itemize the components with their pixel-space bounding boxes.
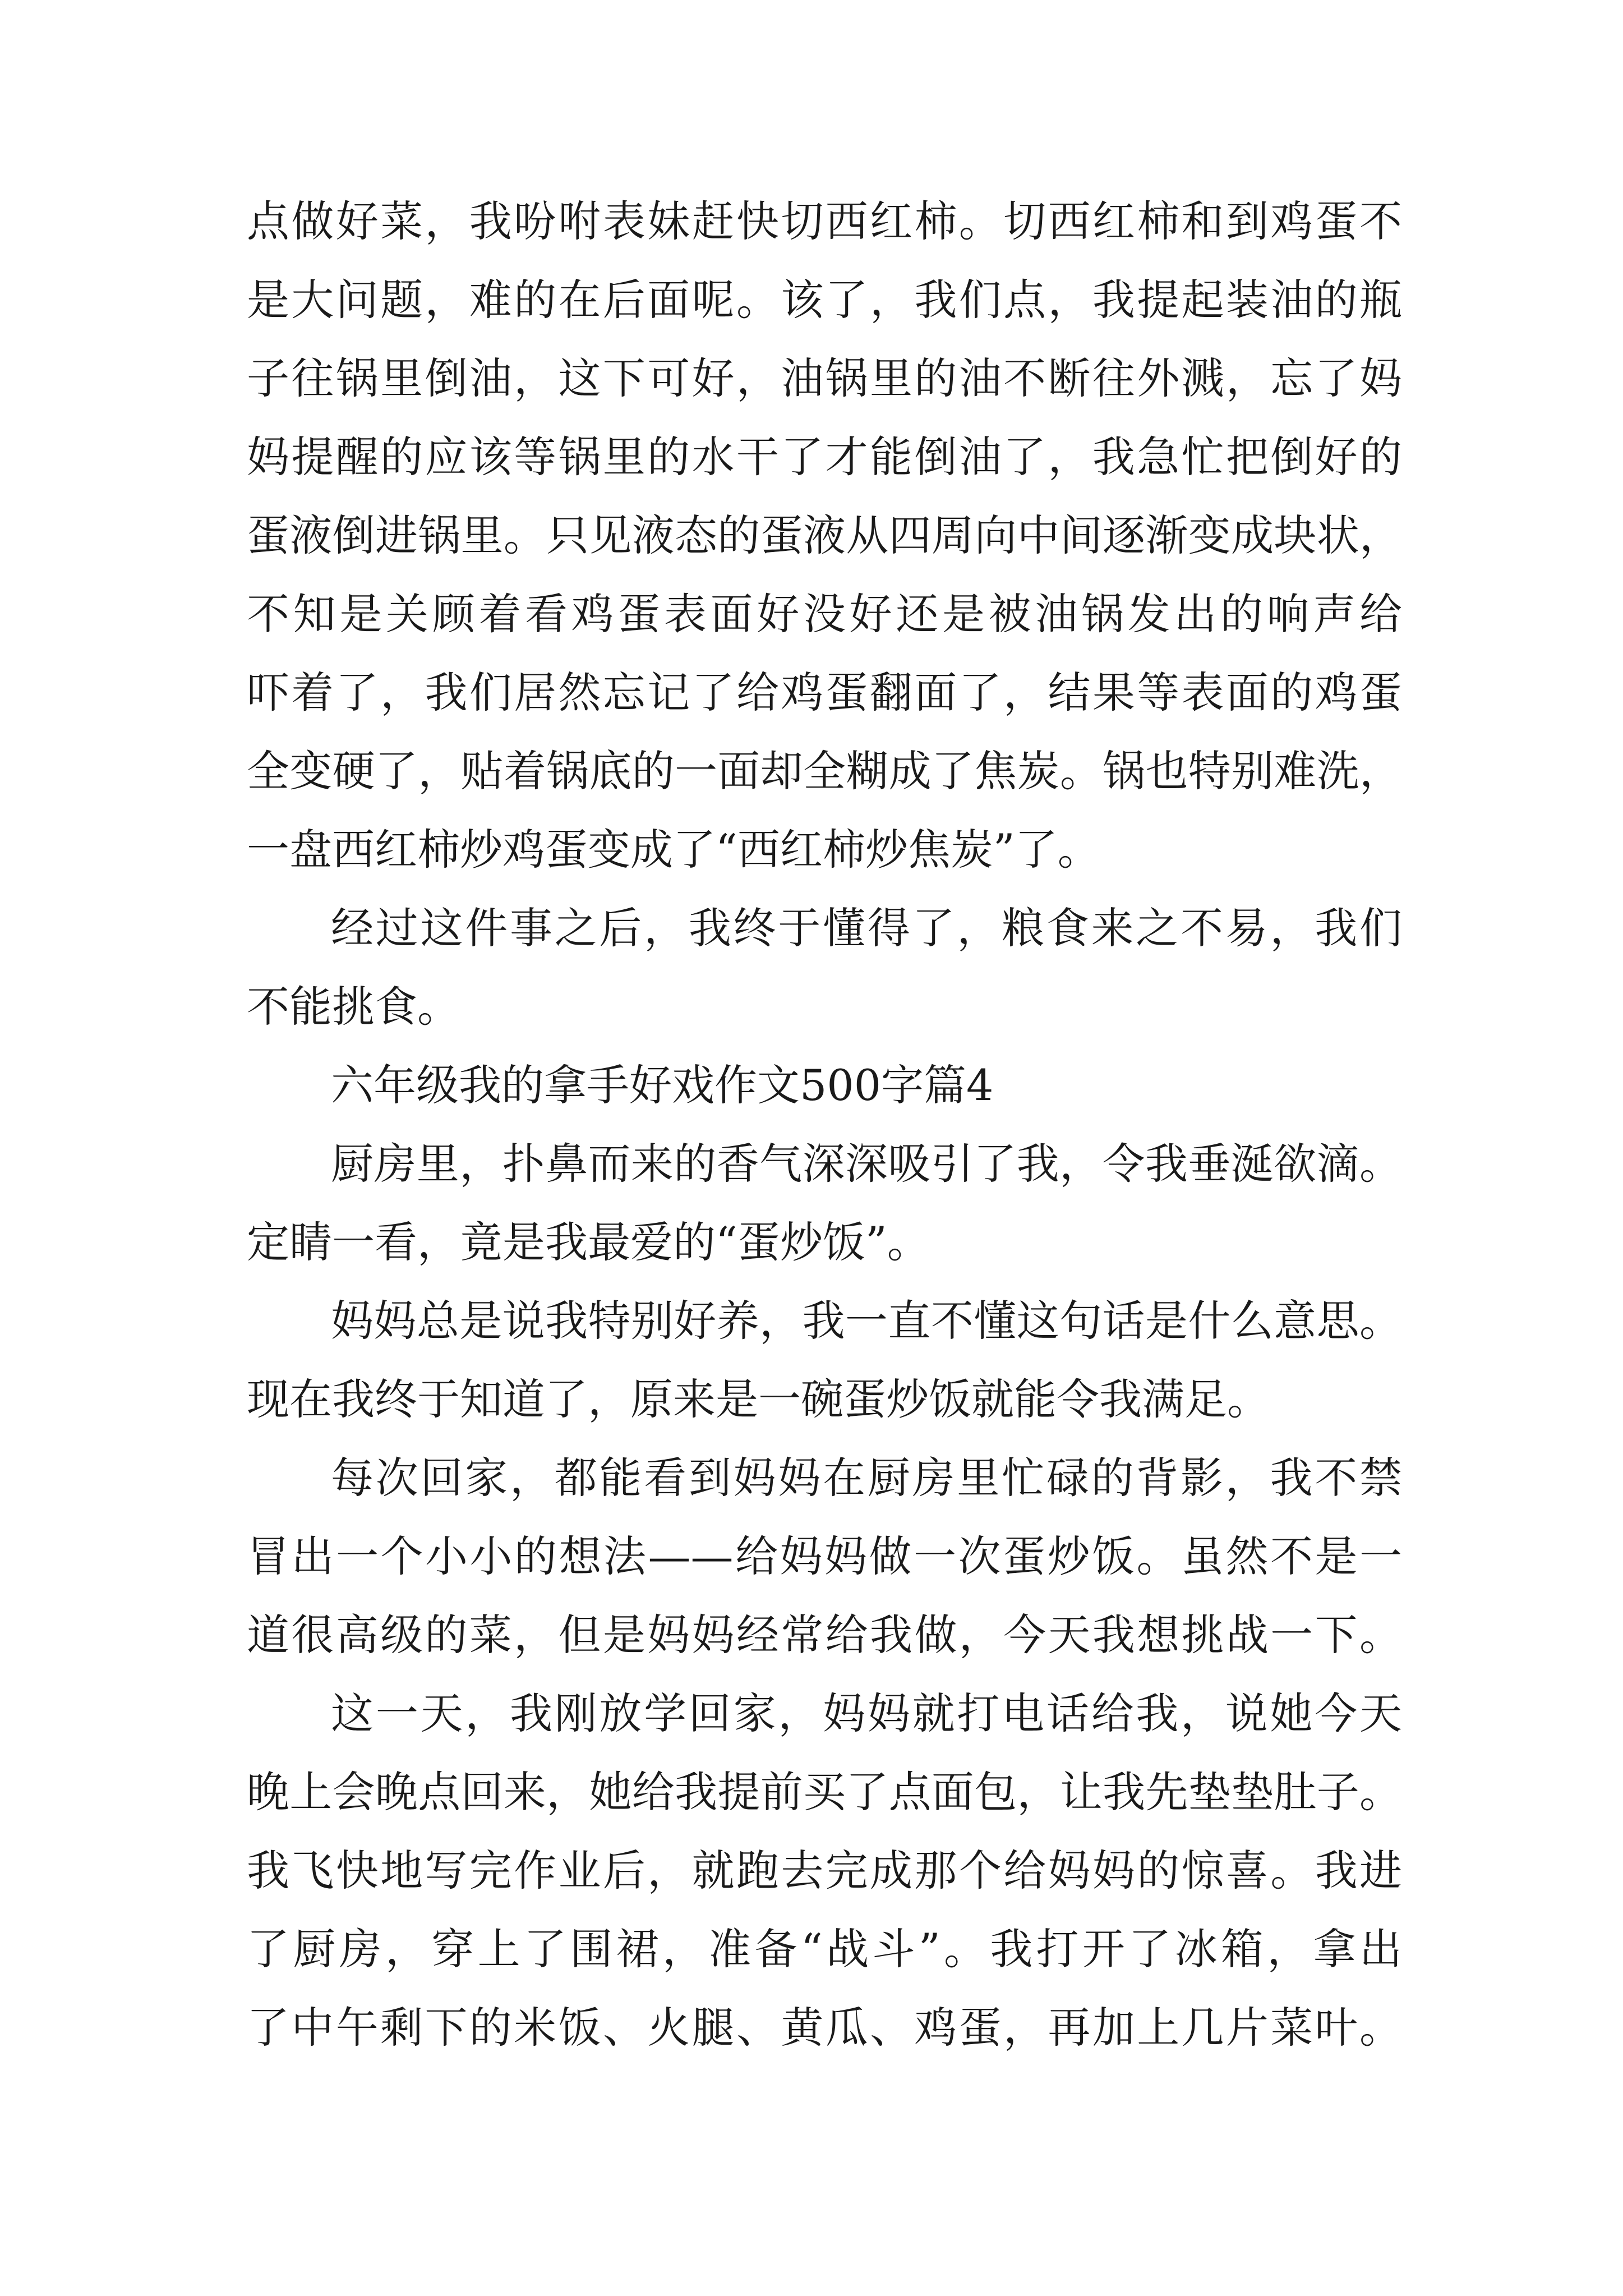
- text-line: 一盘西红柿炒鸡蛋变成了“西红柿炒焦炭”了。: [247, 825, 1100, 875]
- text-line: 这一天，我刚放学回家，妈妈就打电话给我，说她今天: [331, 1688, 1402, 1738]
- text-line: 点做好菜，我吩咐表妹赶快切西红柿。切西红柿和到鸡蛋不: [247, 196, 1402, 246]
- text-line: 妈提醒的应该等锅里的水干了才能倒油了，我急忙把倒好的: [247, 432, 1402, 482]
- text-line: 是大问题，难的在后面呢。该了，我们点，我提起装油的瓶: [247, 275, 1402, 325]
- text-line: 不能挑食。: [247, 982, 460, 1032]
- text-line: 经过这件事之后，我终于懂得了，粮食来之不易，我们: [331, 903, 1402, 953]
- text-line: 吓着了，我们居然忘记了给鸡蛋翻面了，结果等表面的鸡蛋: [247, 668, 1402, 717]
- text-line: 我飞快地写完作业后，就跑去完成那个给妈妈的惊喜。我进: [247, 1846, 1402, 1895]
- text-line: 子往锅里倒油，这下可好，油锅里的油不断往外溅，忘了妈: [247, 353, 1402, 403]
- text-line: 了厨房，穿上了围裙，准备“战斗”。我打开了冰箱，拿出: [247, 1924, 1402, 1974]
- text-line: 厨房里，扑鼻而来的香气深深吸引了我，令我垂涎欲滴。: [331, 1139, 1402, 1189]
- text-line: 现在我终于知道了，原来是一碗蛋炒饭就能令我满足。: [247, 1374, 1270, 1424]
- text-line: 妈妈总是说我特别好养，我一直不懂这句话是什么意思。: [331, 1296, 1402, 1346]
- text-line: 道很高级的菜，但是妈妈经常给我做，今天我想挑战一下。: [247, 1610, 1402, 1660]
- text-line: 不知是关顾着看鸡蛋表面好没好还是被油锅发出的响声给: [247, 589, 1402, 639]
- text-line: 了中午剩下的米饭、火腿、黄瓜、鸡蛋，再加上几片菜叶。: [247, 2003, 1402, 2053]
- text-line: 定睛一看，竟是我最爱的“蛋炒饭”。: [247, 1217, 930, 1267]
- text-line: 每次回家，都能看到妈妈在厨房里忙碌的背影，我不禁: [331, 1453, 1402, 1503]
- text-line: 蛋液倒进锅里。只见液态的蛋液从四周向中间逐渐变成块状，: [247, 510, 1402, 560]
- text-line: 晚上会晚点回来，她给我提前买了点面包，让我先垫垫肚子。: [247, 1767, 1402, 1817]
- text-line: 冒出一个小小的想法——给妈妈做一次蛋炒饭。虽然不是一: [247, 1531, 1402, 1581]
- text-line: 全变硬了，贴着锅底的一面却全糊成了焦炭。锅也特别难洗，: [247, 746, 1402, 796]
- text-line: 六年级我的拿手好戏作文500字篇4: [331, 1060, 994, 1110]
- essay-text: [247, 182, 1402, 2067]
